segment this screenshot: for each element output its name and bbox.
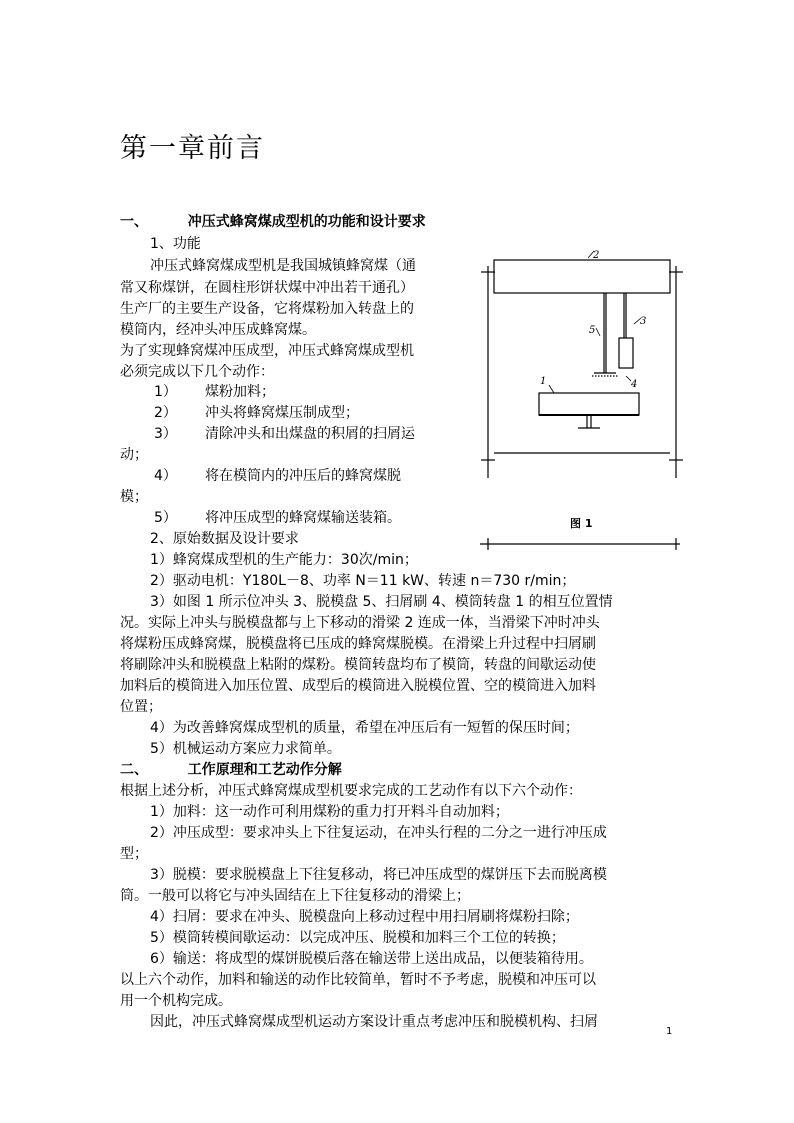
page-number: 1 xyxy=(666,1026,673,1037)
section1-title: 冲压式蜂窝煤成型机的功能和设计要求 xyxy=(187,214,426,230)
section2-title: 工作原理和工艺动作分解 xyxy=(187,762,342,778)
action-text: 将冲压成型的蜂窝煤输送装箱。 xyxy=(205,510,401,526)
process-item-3: 3）脱模：要求脱模盘上下往复移动，将已冲压成型的煤饼压下去而脱离模 xyxy=(150,867,607,883)
process-item-1: 1）加料：这一动作可利用煤粉的重力打开料斗自动加料； xyxy=(150,804,509,820)
process-item-5: 5）模筒转模间歇运动：以完成冲压、脱模和加料三个工位的转换； xyxy=(150,930,565,946)
action-wrap: 动； xyxy=(120,447,148,463)
para1-line: 必须完成以下几个动作： xyxy=(120,364,274,380)
action-num: 4） xyxy=(154,468,177,484)
process-item-3-wrap: 筒。一般可以将它与冲头固结在上下往复移动的滑梁上； xyxy=(120,888,470,904)
requirement-3-line: 加料后的模筒进入加压位置、成型后的模筒进入脱模位置、空的模筒进入加料 xyxy=(120,678,596,694)
action-num: 5） xyxy=(154,510,177,526)
requirement-4: 4）为改善蜂窝煤成型机的质量，希望在冲压后有一短暂的保压时间； xyxy=(150,720,579,736)
section1-heading xyxy=(120,212,426,232)
summary-line: 以上六个动作，加料和输送的动作比较简单，暂时不予考虑，脱模和冲压可以 xyxy=(120,972,596,988)
requirement-3-line: 3）如图 1 所示位冲头 3、脱模盘 5、扫屑刷 4、模筒转盘 1 的相互位置情 xyxy=(150,594,613,610)
label-5: 5 xyxy=(589,325,596,336)
action-wrap: 模； xyxy=(120,489,148,505)
label-2: 2 xyxy=(593,250,600,261)
requirement-5: 5）机械运动方案应力求简单。 xyxy=(150,741,341,757)
slide-beam xyxy=(494,260,670,293)
function-heading: 1、功能 xyxy=(150,236,201,252)
action-text: 清除冲头和出煤盘的积屑的扫屑运 xyxy=(205,426,415,442)
para1-line: 生产厂的主要生产设备，它将煤粉加入转盘上的 xyxy=(120,301,414,317)
process-item-6: 6）输送：将成型的煤饼脱模后落在输送带上送出成品，以便装箱待用。 xyxy=(150,951,593,967)
action-num: 3） xyxy=(154,426,177,442)
section2-heading xyxy=(120,760,342,780)
requirement-3-line: 将煤粉压成蜂窝煤，脱模盘将已压成的蜂窝煤脱模。在滑梁上升过程中扫屑刷 xyxy=(120,636,596,652)
requirements-heading: 2、原始数据及设计要求 xyxy=(150,531,299,547)
para1-line: 为了实现蜂窝煤冲压成型，冲压式蜂窝煤成型机 xyxy=(120,343,414,359)
action-num: 2） xyxy=(154,405,177,421)
label-1: 1 xyxy=(540,376,547,387)
process-item-4: 4）扫屑：要求在冲头、脱模盘向上移动过程中用扫屑刷将煤粉扫除； xyxy=(150,909,579,925)
para1-line: 模筒内，经冲头冲压成蜂窝煤。 xyxy=(120,322,316,338)
requirement-3-line: 将刷除冲头和脱模盘上粘附的煤粉。模筒转盘均布了模筒，转盘的间歇运动使 xyxy=(120,657,596,673)
process-item-2-wrap: 型； xyxy=(120,846,148,862)
summary-line: 用一个机构完成。 xyxy=(120,993,232,1009)
label-4: 4 xyxy=(631,379,638,390)
action-text: 将在模筒内的冲压后的蜂窝煤脱 xyxy=(205,468,401,484)
section2-intro: 根据上述分析，冲压式蜂窝煤成型机要求完成的工艺动作有以下六个动作： xyxy=(120,783,582,799)
requirement-3-line: 况。实际上冲头与脱模盘都与上下移动的滑梁 2 连成一体，当滑梁下冲时冲头 xyxy=(120,615,600,631)
action-num: 1） xyxy=(154,384,177,400)
last-line: 因此，冲压式蜂窝煤成型机运动方案设计重点考虑冲压和脱模机构、扫屑 xyxy=(150,1014,598,1030)
requirement-2: 2）驱动电机：Y180L－8、功率 N＝11 kW、转速 n＝730 r/min； xyxy=(150,573,576,589)
process-item-2: 2）冲压成型：要求冲头上下往复运动，在冲头行程的二分之一进行冲压成 xyxy=(150,825,607,841)
punch xyxy=(619,338,633,368)
para1-line: 常又称煤饼，在圆柱形饼状煤中冲出若干通孔） xyxy=(120,280,414,296)
action-text: 冲头将蜂窝煤压制成型； xyxy=(205,405,359,421)
para1-line: 冲压式蜂窝煤成型机是我国城镇蜂窝煤（通 xyxy=(150,258,416,274)
figure-1-mechanism-diagram xyxy=(476,248,686,560)
section1-number: 一、 xyxy=(120,214,148,230)
section2-number: 二、 xyxy=(120,762,148,778)
mould-turntable xyxy=(539,393,639,415)
requirement-3-line: 位置； xyxy=(120,699,162,715)
figure-caption: 图 1 xyxy=(570,517,593,530)
chapter-title: 第一章前言 xyxy=(120,133,265,164)
label-3: 3 xyxy=(640,316,647,327)
action-text: 煤粉加料； xyxy=(205,384,275,400)
requirement-1: 1）蜂窝煤成型机的生产能力：30次/min； xyxy=(150,552,418,568)
